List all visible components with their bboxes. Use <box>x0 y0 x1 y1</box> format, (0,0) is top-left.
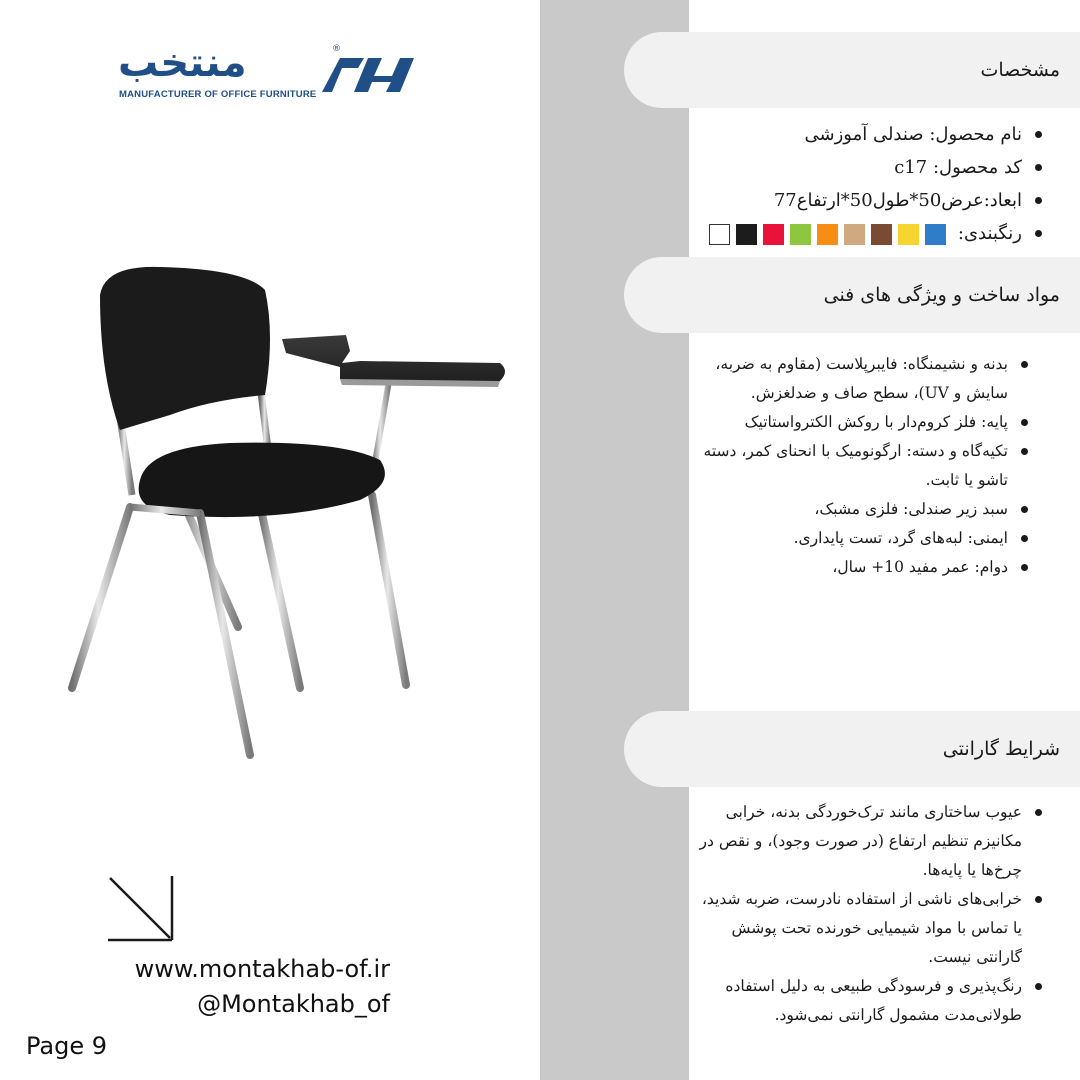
material-body-seat: بدنه و نشیمنگاه: فایبرپلاست (مقاوم به ضربه، سایش و UV)، سطح صاف و ضدلغزش. <box>680 350 1030 408</box>
brand-name: منتخب <box>118 40 247 86</box>
color-swatch-blue <box>925 224 946 245</box>
materials-title: مواد ساخت و ویژگی های فنی <box>823 284 1060 306</box>
brand-logo <box>112 40 412 106</box>
specs-header <box>624 32 1080 108</box>
spec-product-code: کد محصول: c17 <box>664 151 1044 184</box>
arrow-down-right-icon <box>106 874 176 944</box>
materials-header <box>624 257 1080 333</box>
material-safety: ایمنی: لبه‌های گرد، تست پایداری. <box>680 524 1030 553</box>
spec-dimensions: ابعاد:عرض50*طول50*ارتفاع77 <box>664 184 1044 217</box>
warranty-item-wear: رنگ‌پذیری و فرسودگی طبیعی به دلیل استفاده طولانی‌مدت مشمول گارانتی نمی‌شود. <box>694 972 1044 1030</box>
warranty-header <box>624 711 1080 787</box>
materials-list <box>680 350 1030 582</box>
spec-product-name: نام محصول: صندلی آموزشی <box>664 118 1044 151</box>
color-swatch-red <box>763 224 784 245</box>
registered-mark: ® <box>332 44 341 54</box>
student-chair-image <box>60 255 530 765</box>
material-base: پایه: فلز کروم‌دار با روکش الکترواستاتیک <box>680 408 1030 437</box>
color-swatch-beige <box>844 224 865 245</box>
color-swatch-yellow <box>898 224 919 245</box>
color-swatch-black <box>736 224 757 245</box>
montakhab-logo-mark-icon <box>322 46 414 96</box>
material-basket: سبد زیر صندلی: فلزی مشبک، <box>680 495 1030 524</box>
material-durability: دوام: عمر مفید 10+ سال، <box>680 553 1030 582</box>
color-swatches <box>709 224 946 245</box>
colors-label: رنگبندی: <box>957 223 1022 244</box>
color-swatch-green <box>790 224 811 245</box>
website-url: www.montakhab-of.ir <box>134 955 390 983</box>
spec-colors <box>664 217 1044 250</box>
page-number: Page 9 <box>26 1032 107 1060</box>
color-swatch-white <box>709 224 730 245</box>
warranty-item-excluded: خرابی‌های ناشی از استفاده نادرست، ضربه شدید، یا تماس با مواد شیمیایی خورنده تحت پوشش گارانتی نیست. <box>694 885 1044 972</box>
color-swatch-brown <box>871 224 892 245</box>
material-backrest-arm: تکیه‌گاه و دسته: ارگونومیک با انحنای کمر، دسته تاشو یا ثابت. <box>680 437 1030 495</box>
warranty-title: شرایط گارانتی <box>942 738 1060 760</box>
specs-title: مشخصات <box>980 59 1060 81</box>
color-swatch-orange <box>817 224 838 245</box>
social-handle: @Montakhab_of <box>197 990 390 1018</box>
specs-list <box>664 118 1044 250</box>
warranty-list <box>694 798 1044 1030</box>
brand-tagline: MANUFACTURER OF OFFICE FURNITURE <box>119 89 317 100</box>
warranty-item-covered: عیوب ساختاری مانند ترک‌خوردگی بدنه، خرابی مکانیزم تنظیم ارتفاع (در صورت وجود)، و نقص در چرخ‌ها یا پایه‌ها. <box>694 798 1044 885</box>
